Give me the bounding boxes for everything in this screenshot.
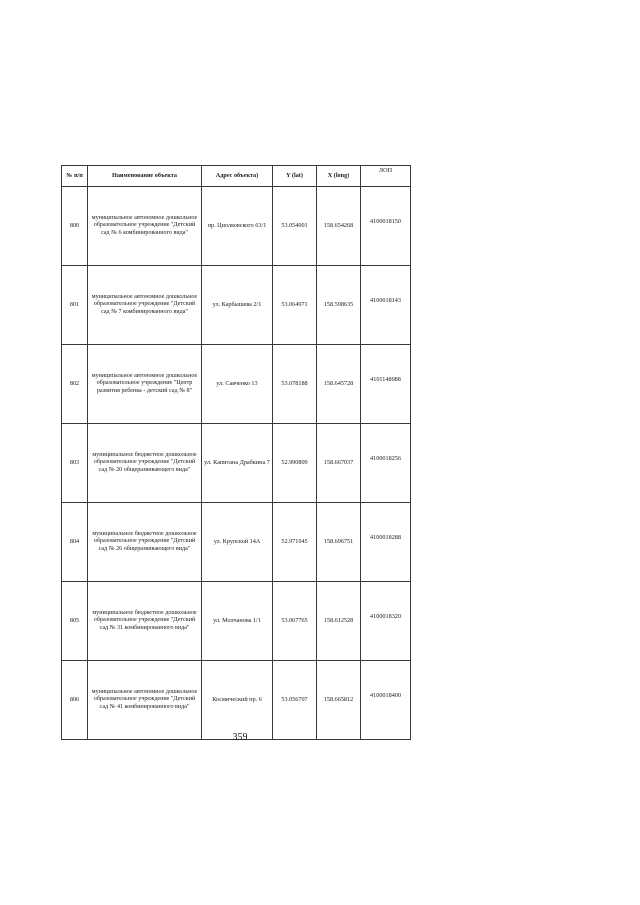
row-code-cell [361,661,411,740]
row-code: 4100018256 [370,455,401,463]
row-address: ул. Капитана Драбкина 7 [202,424,273,503]
row-name: муниципальное автономное дошкольное образовательное учреждение "Детский сад № 6 комбинированного вида" [88,187,202,266]
row-lat: 53.056707 [273,661,317,740]
row-code-cell [361,187,411,266]
row-code: 4100018288 [370,534,401,542]
table-row [62,187,411,266]
row-code: 4100018150 [370,218,401,226]
row-num: 806 [62,661,88,740]
table-row [62,345,411,424]
row-address: пр. Циолковского 63/1 [202,187,273,266]
row-code-cell [361,582,411,661]
row-num: 803 [62,424,88,503]
row-lat: 52.971045 [273,503,317,582]
row-code-cell [361,424,411,503]
table-row [62,424,411,503]
row-name: муниципальное автономное дошкольное образовательное учреждение "Центр развития ребенка - детский сад № 8" [88,345,202,424]
row-name: муниципальное бюджетное дошкольное образовательное учреждение "Детский сад № 31 комбинированного вида" [88,582,202,661]
row-long: 158.645728 [317,345,361,424]
table-row [62,266,411,345]
table-row [62,582,411,661]
row-lat: 53.067765 [273,582,317,661]
page-number: 359 [232,732,248,743]
row-name: муниципальное автономное дошкольное образовательное учреждение "Детский сад № 41 комбинированного вида" [88,661,202,740]
header-long: X (long) [317,166,361,187]
row-num: 800 [62,187,88,266]
row-code-cell [361,266,411,345]
header-code: ЛОП [361,166,411,187]
row-long: 158.654268 [317,187,361,266]
row-code-cell [361,503,411,582]
row-num: 801 [62,266,88,345]
row-num: 804 [62,503,88,582]
row-lat: 53.078188 [273,345,317,424]
row-address: ул. Молчанова 1/1 [202,582,273,661]
row-code: 4100018400 [370,692,401,700]
header-num: № п/п [62,166,88,187]
header-lat: Y (lat) [273,166,317,187]
row-address: ул. Крупской 14А [202,503,273,582]
objects-table [61,165,411,740]
row-address: ул. Савченко 13 [202,345,273,424]
row-lat: 53.054001 [273,187,317,266]
row-name: муниципальное бюджетное дошкольное образовательное учреждение "Детский сад № 20 общеразвивающего вида" [88,424,202,503]
row-num: 805 [62,582,88,661]
row-num: 802 [62,345,88,424]
row-code: 4100018143 [370,297,401,305]
row-address: ул. Карбышева 2/1 [202,266,273,345]
table-row [62,661,411,740]
table-header-row [62,166,411,187]
row-long: 158.598635 [317,266,361,345]
row-address: Космический пр. 6 [202,661,273,740]
row-lat: 52.990809 [273,424,317,503]
header-address: Адрес объекта) [202,166,273,187]
row-long: 158.667037 [317,424,361,503]
row-code-cell [361,345,411,424]
table-row [62,503,411,582]
row-long: 158.612528 [317,582,361,661]
row-code: 4100018320 [370,613,401,621]
row-code: 4101148988 [370,376,401,384]
row-name: муниципальное бюджетное дошкольное образовательное учреждение "Детский сад № 26 общеразвивающего вида" [88,503,202,582]
row-name: муниципальное автономное дошкольное образовательное учреждение "Детский сад № 7 комбинированного вида" [88,266,202,345]
row-long: 158.696751 [317,503,361,582]
row-long: 158.665812 [317,661,361,740]
header-name: Наименование объекта [88,166,202,187]
row-lat: 53.064971 [273,266,317,345]
